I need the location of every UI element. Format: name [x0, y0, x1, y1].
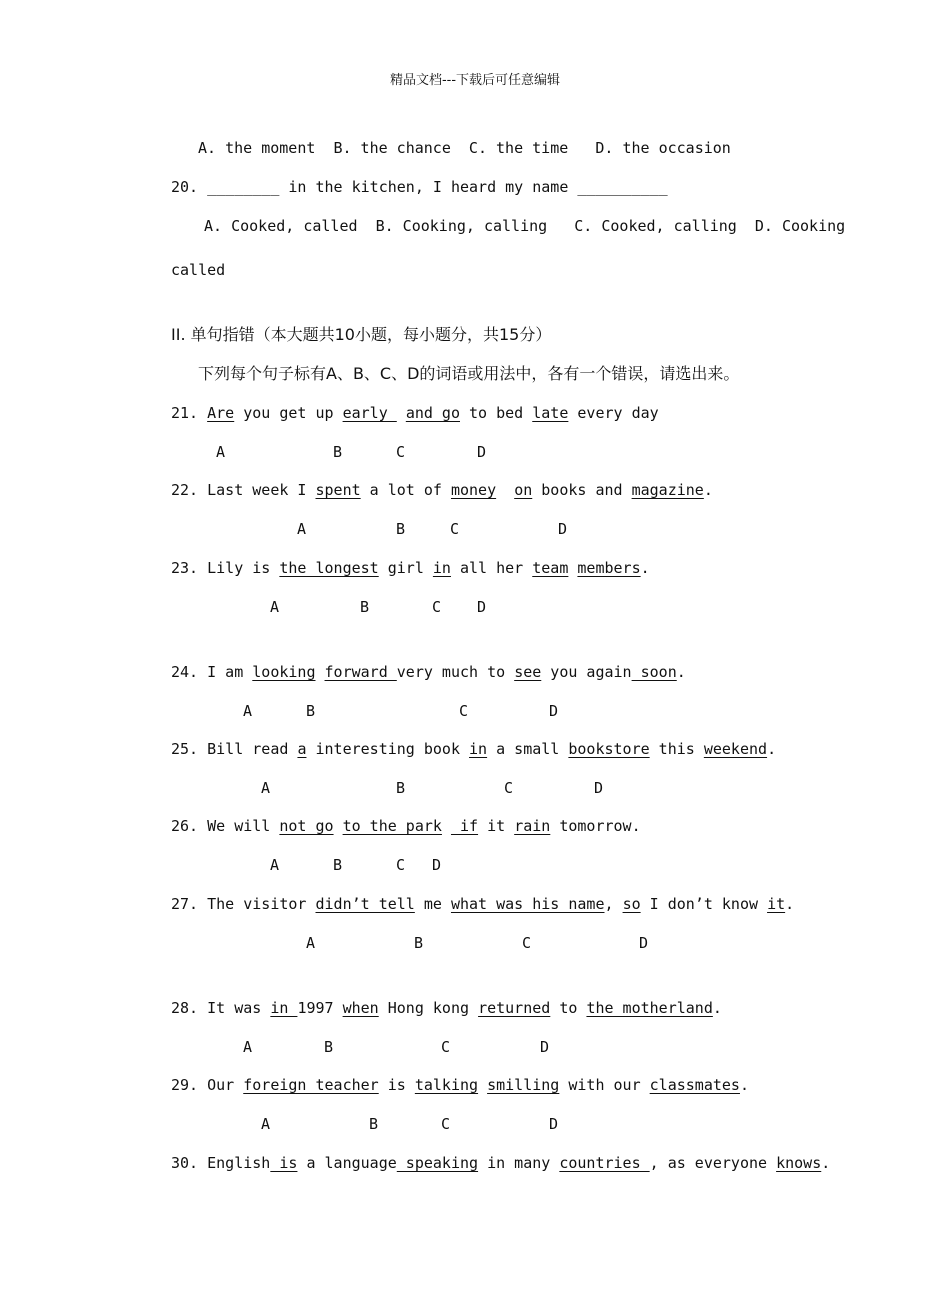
option-letter-a: A [270, 598, 280, 616]
question-number: 21. [171, 404, 199, 422]
sentence-text: with our [559, 1076, 650, 1094]
option-letter-a: A [270, 856, 280, 874]
option-letter-a: A [243, 1038, 253, 1056]
sentence-text: It was [207, 999, 271, 1017]
option-letter-c: C [459, 702, 469, 720]
underlined-option-text: members [577, 559, 641, 577]
question-sentence [171, 1075, 749, 1095]
option-letter-d: D [477, 443, 487, 461]
underlined-option-text: is [270, 1154, 298, 1172]
option-letter-d: D [477, 598, 487, 616]
option-letter-d: D [558, 520, 568, 538]
underlined-option-text: soon [631, 663, 677, 681]
underlined-option-text: foreign teacher [243, 1076, 379, 1094]
question-number: 26. [171, 817, 199, 835]
sentence-text: . [703, 481, 713, 499]
option-letter-d: D [540, 1038, 550, 1056]
underlined-option-text: in [469, 740, 488, 758]
page-header: 精品文档---下载后可任意编辑 [389, 73, 561, 88]
sentence-text: 1997 [297, 999, 343, 1017]
underlined-option-text: rain [514, 817, 551, 835]
option-letter-b: B [369, 1115, 379, 1133]
option-letter-b: B [360, 598, 370, 616]
question-number: 27. [171, 895, 199, 913]
option-letter-b: B [333, 443, 343, 461]
option-letter-d: D [594, 779, 604, 797]
sentence-text: , as everyone [649, 1154, 777, 1172]
underlined-option-text: in [432, 559, 451, 577]
sentence-text: I am [207, 663, 253, 681]
sentence-text: it [478, 817, 515, 835]
sentence-text: . [640, 559, 650, 577]
underlined-option-text: speaking [396, 1154, 479, 1172]
option-letter-b: B [396, 520, 406, 538]
option-letter-c: C [441, 1038, 451, 1056]
sentence-text: you again [541, 663, 632, 681]
underlined-option-text: if [450, 817, 479, 835]
underlined-option-text: forward [324, 663, 397, 681]
sentence-text: . [785, 895, 795, 913]
option-letter-b: B [396, 779, 406, 797]
sentence-text: in many [478, 1154, 560, 1172]
question-number: 23. [171, 559, 199, 577]
question-sentence [171, 662, 686, 682]
underlined-option-text: magazine [631, 481, 704, 499]
sentence-text: Hong kong [378, 999, 479, 1017]
section-instructions: 下列每个句子标有A、B、C、D的词语或用法中，各有一个错误，请选出来。 [198, 364, 740, 383]
sentence-text: I don’t know [640, 895, 768, 913]
q19-options: A. the moment B. the chance C. the time D. the occasion [198, 139, 731, 157]
question-number: 25. [171, 740, 199, 758]
sentence-text: this [649, 740, 704, 758]
question-number: 28. [171, 999, 199, 1017]
question-sentence [171, 816, 641, 836]
underlined-option-text: looking [252, 663, 316, 681]
question-number: 30. [171, 1154, 199, 1172]
option-letter-d: D [549, 702, 559, 720]
sentence-text: a lot of [360, 481, 451, 499]
sentence-text: . [712, 999, 722, 1017]
underlined-option-text: smilling [487, 1076, 560, 1094]
underlined-option-text: spent [315, 481, 361, 499]
option-letter-d: D [432, 856, 442, 874]
sentence-text [442, 817, 451, 835]
option-letter-d: D [549, 1115, 559, 1133]
sentence-text: all her [450, 559, 533, 577]
underlined-option-text: when [342, 999, 379, 1017]
sentence-text: Lily is [207, 559, 280, 577]
sentence-text: me [414, 895, 451, 913]
sentence-text: Our [207, 1076, 244, 1094]
sentence-text: every day [568, 404, 659, 422]
option-letter-c: C [396, 443, 406, 461]
underlined-option-text: countries [559, 1154, 650, 1172]
option-letter-c: C [432, 598, 442, 616]
option-letter-d: D [639, 934, 649, 952]
sentence-text: you get up [234, 404, 343, 422]
question-sentence [171, 894, 794, 914]
underlined-option-text: see [514, 663, 542, 681]
sentence-text: . [821, 1154, 831, 1172]
option-letter-b: B [306, 702, 316, 720]
option-letter-a: A [216, 443, 226, 461]
question-sentence [171, 558, 650, 578]
underlined-option-text: the longest [279, 559, 379, 577]
underlined-option-text: weekend [703, 740, 768, 758]
underlined-option-text: team [532, 559, 569, 577]
section-title: II. 单句指错（本大题共10小题，每小题分，共15分） [171, 325, 552, 344]
option-letter-c: C [504, 779, 514, 797]
option-letter-a: A [261, 1115, 271, 1133]
question-sentence [171, 480, 713, 500]
option-letter-b: B [333, 856, 343, 874]
sentence-text: , [604, 895, 623, 913]
underlined-option-text: returned [478, 999, 551, 1017]
underlined-option-text: the motherland [586, 999, 713, 1017]
underlined-option-text: didn’t tell [315, 895, 415, 913]
sentence-text: . [676, 663, 686, 681]
underlined-option-text: what was his name [450, 895, 605, 913]
question-number: 24. [171, 663, 199, 681]
sentence-text [316, 663, 325, 681]
question-sentence [171, 1153, 830, 1173]
sentence-text: interesting book [306, 740, 470, 758]
question-number: 29. [171, 1076, 199, 1094]
sentence-text: girl [378, 559, 433, 577]
underlined-option-text: to the park [342, 817, 442, 835]
question-number: 22. [171, 481, 199, 499]
question-sentence [171, 739, 776, 759]
option-letter-a: A [297, 520, 307, 538]
underlined-option-text: Are [207, 404, 235, 422]
option-letter-b: B [324, 1038, 334, 1056]
sentence-text: tomorrow. [550, 817, 641, 835]
sentence-text: books and [532, 481, 632, 499]
underlined-option-text: money [450, 481, 497, 499]
underlined-option-text: and go [405, 404, 460, 422]
sentence-text: to [550, 999, 587, 1017]
option-letter-c: C [396, 856, 406, 874]
option-letter-c: C [522, 934, 532, 952]
underlined-option-text: not go [279, 817, 334, 835]
option-letter-a: A [261, 779, 271, 797]
sentence-text: very much to [396, 663, 515, 681]
sentence-text: Last week I [207, 481, 316, 499]
sentence-text [397, 404, 406, 422]
sentence-text: We will [207, 817, 280, 835]
question-sentence [171, 403, 659, 423]
underlined-option-text: so [622, 895, 641, 913]
underlined-option-text: early [342, 404, 397, 422]
sentence-text: to bed [460, 404, 533, 422]
option-letter-a: A [306, 934, 316, 952]
question-sentence [171, 998, 722, 1018]
q20-stem: 20. ________ in the kitchen, I heard my name __________ [171, 178, 668, 196]
underlined-option-text: it [767, 895, 786, 913]
q20-options: A. Cooked, called B. Cooking, calling C. Cooked, calling D. Cooking [204, 217, 846, 235]
sentence-text: . [767, 740, 777, 758]
underlined-option-text: knows [776, 1154, 822, 1172]
option-letter-b: B [414, 934, 424, 952]
option-letter-c: C [441, 1115, 451, 1133]
sentence-text [496, 481, 514, 499]
sentence-text: . [739, 1076, 749, 1094]
option-letter-c: C [450, 520, 460, 538]
q20-options-continued: called [171, 261, 226, 279]
underlined-option-text: on [514, 481, 533, 499]
sentence-text: a small [487, 740, 569, 758]
underlined-option-text: in [270, 999, 298, 1017]
sentence-text: is [378, 1076, 415, 1094]
underlined-option-text: bookstore [568, 740, 650, 758]
option-letter-a: A [243, 702, 253, 720]
sentence-text: English [207, 1154, 271, 1172]
sentence-text [334, 817, 343, 835]
sentence-text: Bill read [207, 740, 298, 758]
underlined-option-text: talking [414, 1076, 479, 1094]
underlined-option-text: late [532, 404, 569, 422]
sentence-text: a language [297, 1154, 397, 1172]
underlined-option-text: classmates [649, 1076, 740, 1094]
sentence-text: The visitor [207, 895, 316, 913]
sentence-text [478, 1076, 487, 1094]
underlined-option-text: a [297, 740, 307, 758]
